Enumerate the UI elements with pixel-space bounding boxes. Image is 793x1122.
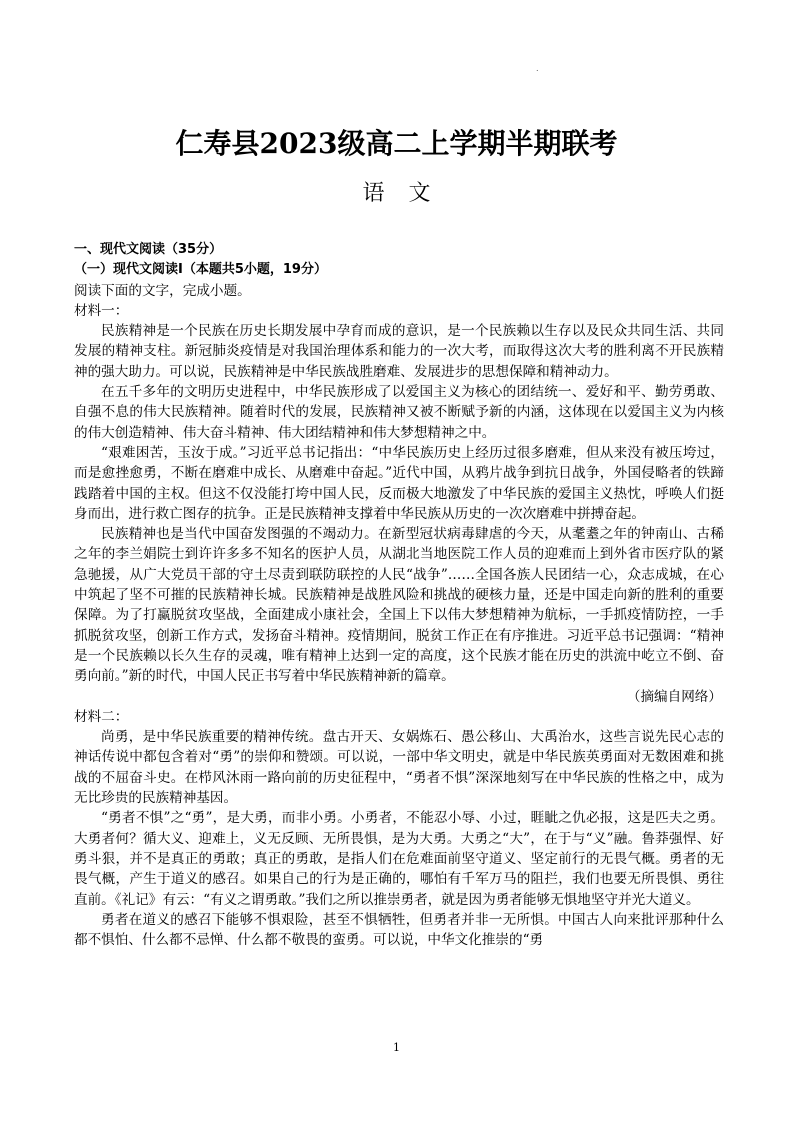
section-heading: 一、现代文阅读（35分） (74, 242, 223, 257)
material-2-paragraph: 勇者在道义的感召下能够不惧艰险，甚至不惧牺牲，但勇者并非一无所惧。中国古人向来批评那种什么都不惧怕、什么都不忌惮、什么都不敬畏的蛮勇。可以说，中华文化推崇的“勇 (74, 911, 724, 949)
material-2-label: 材料二： (74, 708, 129, 725)
subject-title: 语文 (362, 181, 455, 206)
instruction: 阅读下面的文字，完成小题。 (74, 282, 251, 299)
material-1-paragraph: 在五千多年的文明历史进程中，中华民族形成了以爱国主义为核心的团结统一、爱好和平、勤劳勇敢、自强不息的伟大民族精神。随着时代的发展，民族精神又被不断赋予新的内涵，这体现在以爱国主义为内核的伟大创造精神、伟大奋斗精神、伟大团结精神和伟大梦想精神之中。 (74, 384, 724, 441)
corner-mark: . (536, 64, 539, 73)
exam-body (74, 240, 724, 950)
material-2-paragraph: “勇者不惧”之“勇”，是大勇，而非小勇。小勇者，不能忍小辱、小过，睚眦之仇必报，这是匹夫之勇。大勇者何？循大义、迎难上，义无反顾、无所畏惧，是为大勇。大勇之“大”，在于与“义”融。鲁莽强悍、好勇斗狠，并不是真正的勇敢；真正的勇敢，是指人们在危难面前坚守道义、坚定前行的无畏气概。勇者的无畏气概，产生于道义的感召。如果自己的行为是正确的，哪怕有千军万马的阻拦，我们也要无所畏惧、勇往直前。《礼记》有云：“有义之谓勇敢。”我们之所以推崇勇者，就是因为勇者能够无惧地坚守并光大道义。 (74, 810, 724, 908)
material-2-paragraph: 尚勇，是中华民族重要的精神传统。盘古开天、女娲炼石、愚公移山、大禹治水，这些言说先民心志的神话传说中都包含着对“勇”的崇仰和赞颂。可以说，一部中华文明史，就是中华民族英勇面对无数困难和挑战的不屈奋斗史。在栉风沐雨一路向前的历史征程中，“勇者不惧”深深地刻写在中华民族的性格之中，成为无比珍贵的民族精神基因。 (74, 729, 724, 807)
material-1-source: （摘编自网络） (626, 688, 722, 705)
material-1-paragraph: 民族精神是一个民族在历史长期发展中孕育而成的意识，是一个民族赖以生存以及民众共同生活、共同发展的精神支柱。新冠肺炎疫情是对我国治理体系和能力的一次大考，而取得这次大考的胜利离不开民族精神的强大助力。可以说，民族精神是中华民族战胜磨难、发展进步的思想保障和精神动力。 (74, 323, 724, 380)
sub-section-heading: （一）现代文阅读Ⅰ（本题共5小题，19分） (74, 262, 327, 278)
material-1-paragraph: 民族精神也是当代中国奋发图强的不竭动力。在新型冠状病毒肆虐的今天，从耄耋之年的钟南山、古稀之年的李兰娟院士到许许多多不知名的医护人员，从湖北当地医院工作人员的迎难而上到外省市医疗队的紧急驰援，从广大党员干部的守土尽责到联防联控的人民“战争”……全国各族人民团结一心，众志成城，在心中筑起了坚不可摧的民族精神长城。民族精神是战胜风险和挑战的硬核力量，还是中国走向新的胜利的重要保障。为了打赢脱贫攻坚战，全面建成小康社会，全国上下以伟大梦想精神为航标，一手抓疫情防控，一手抓脱贫攻坚，创新工作方式，发扬奋斗精神。疫情期间，脱贫工作正在有序推进。习近平总书记强调：“精神是一个民族赖以长久生存的灵魂，唯有精神上达到一定的高度，这个民族才能在历史的洪流中屹立不倒、奋勇向前。”新的时代，中国人民正书写着中华民族精神新的篇章。 (74, 526, 724, 685)
page-number: 1 (393, 1041, 400, 1054)
exam-title: 仁寿县2023级高二上学期半期联考 (175, 127, 618, 160)
material-1-label: 材料一： (74, 302, 129, 319)
material-1-paragraph: “艰难困苦，玉汝于成。”习近平总书记指出：“中华民族历史上经历过很多磨难，但从来没有被压垮过，而是愈挫愈勇，不断在磨难中成长、从磨难中奋起。”近代中国，从鸦片战争到抗日战争，外国侵略者的铁蹄践踏着中国的主权。但这不仅没能打垮中国人民，反而极大地激发了中华民族的爱国主义热忱，呼唤人们挺身而出，进行救亡图存的抗争。正是民族精神支撑着中华民族从历史的一次次磨难中拼搏奋起。 (74, 444, 724, 522)
